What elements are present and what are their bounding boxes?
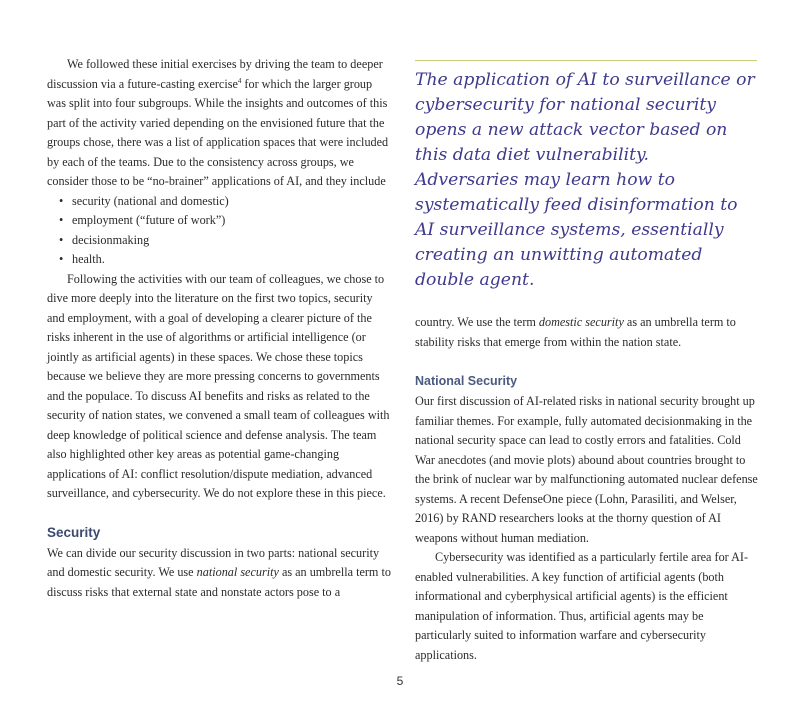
section-heading-security: Security	[47, 524, 101, 540]
footnote-marker[interactable]: 4	[237, 76, 242, 85]
pull-quote-text: The application of AI to surveillance or cybersecurity for national security opens a new attack vector based on this data diet vulnerability. Adversaries may learn how to systematically feed disinformation to AI surveillance systems, essentially creating an unwitting automated double agent.	[415, 70, 755, 290]
body-paragraph: Following the activities with our team of colleagues, we chose to dive more deeply into the literature on the first two topics, security and employment, with a goal of developing a clearer picture of the risks inherent in the use of algorithms or artificial intelligence (or jointly as artificial agents) in these spaces. We chose these topics because we believe they are more pressing concerns to governments and the populace. To discuss AI benefits and risks as related to the security of nation states, we convened a small team of colleagues with deep knowledge of political science and defense analysis. The team also highlighted other key areas as potential game-changing applications of AI: conflict resolution/dispute mediation, advanced surveillance, and cybersecurity. We do not explore these in this piece.	[47, 271, 390, 500]
intro-paragraph: We followed these initial exercises by driving the team to deeper discussion via a future-casting exercise$^4$ for which the larger group was split into four subgroups. While the insights and outcomes of this part of the activity varied depending on the envisioned future that the groups chose, there was a list of application spaces that were included by each of the teams. Due to the consistency across groups, we consider those to be “no-brainer” applications of AI, and they include	[47, 57, 389, 188]
term-domestic-security: domestic security	[538, 315, 624, 329]
national-security-paragraph: Our first discussion of AI-related risks in national security brought up familiar themes. For example, fully automated decisionmaking in the national security space can lead to costly errors and fatalities. Cold War anecdotes (and movie plots) abound about countries brought to the brink of nuclear war by malfunctioning automated nuclear defense systems. A recent DefenseOne piece (Lohn, Parasiliti, and Welser, 2016) by RAND researchers looks at the thorny question of AI weapons without human mediation.	[415, 394, 758, 545]
security-paragraph: We can divide our security discussion in two parts: national security and domestic security. We use national security as an umbrella term to discuss risks that external state and nonstate actors pose to a	[47, 545, 391, 599]
pull-quote	[415, 60, 757, 293]
cybersecurity-paragraph: Cybersecurity was identified as a particularly fertile area for AI-enabled vulnerabilities. A key function of artificial agents (both informational and cyberphysical artificial agents) is the efficient manipulation of information. Thus, artificial agents may be particularly suited to information warfare and cybersecurity applications.	[415, 550, 749, 662]
list-item: • health.	[59, 250, 393, 270]
left-column	[47, 55, 393, 602]
list-item: • decisionmaking	[59, 231, 393, 251]
list-item: • security (national and domestic)	[59, 192, 393, 212]
list-item: • employment (“future of work”)	[59, 211, 393, 231]
continued-paragraph: country. We use the term domestic security as an umbrella term to stability risks that emerge from within the nation state.	[415, 315, 736, 349]
right-column	[415, 313, 760, 665]
term-national-security: national security	[196, 565, 279, 579]
application-list	[47, 192, 393, 270]
page-number: 5	[396, 674, 404, 688]
section-heading-national-security: National Security	[415, 374, 518, 388]
